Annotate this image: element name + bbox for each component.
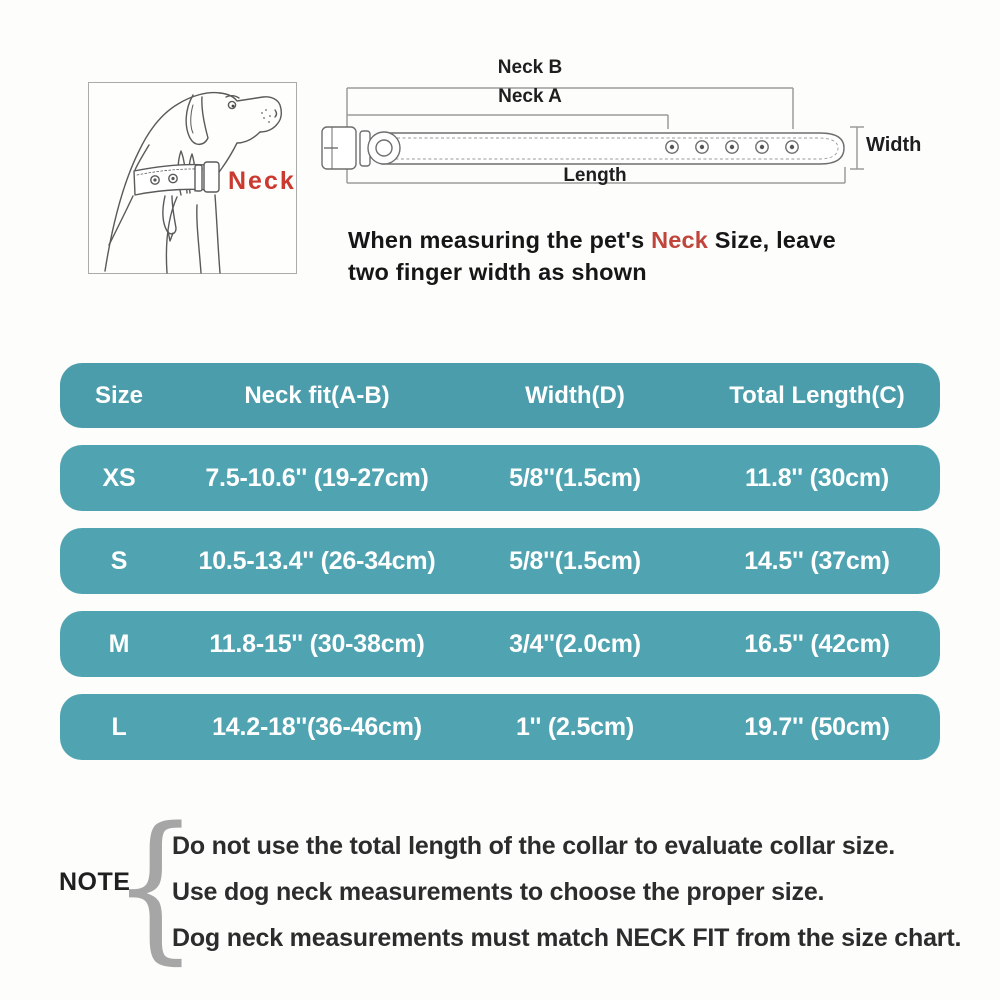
size-chart-table bbox=[60, 363, 940, 760]
size-row-m bbox=[60, 611, 940, 677]
column-header-total-length: Total Length(C) bbox=[729, 381, 905, 409]
column-header-neck-fit: Neck fit(A-B) bbox=[244, 381, 390, 409]
cell-size: M bbox=[108, 629, 130, 658]
instruction-neck-highlight: Neck bbox=[651, 227, 709, 253]
curly-brace-icon: { bbox=[112, 792, 199, 979]
cell-size: XS bbox=[102, 463, 136, 492]
note-section bbox=[172, 832, 992, 970]
cell-total-length: 19.7'' (50cm) bbox=[744, 712, 890, 741]
note-line: Use dog neck measurements to choose the proper size. bbox=[172, 878, 825, 906]
cell-total-length: 16.5'' (42cm) bbox=[744, 629, 890, 658]
neck-a-dimension-label: Neck A bbox=[498, 86, 562, 107]
cell-width: 3/4''(2.0cm) bbox=[509, 629, 641, 658]
cell-size: S bbox=[110, 546, 128, 575]
length-dimension-label: Length bbox=[563, 165, 627, 186]
measuring-instruction bbox=[348, 224, 908, 288]
cell-size: L bbox=[111, 712, 127, 741]
size-row-l bbox=[60, 694, 940, 760]
cell-width: 5/8''(1.5cm) bbox=[509, 463, 641, 492]
cell-total-length: 11.8'' (30cm) bbox=[744, 463, 890, 492]
size-row-xs bbox=[60, 445, 940, 511]
size-chart-header-row bbox=[60, 363, 940, 428]
cell-neck-fit: 14.2-18''(36-46cm) bbox=[212, 712, 422, 741]
cell-neck-fit: 11.8-15'' (30-38cm) bbox=[209, 629, 425, 658]
cell-width: 5/8''(1.5cm) bbox=[509, 546, 641, 575]
column-header-size: Size bbox=[94, 381, 144, 409]
neck-b-dimension-label: Neck B bbox=[497, 57, 563, 78]
instruction-line1-suffix: Size, leave bbox=[708, 227, 836, 253]
dog-illustration-box bbox=[88, 82, 297, 274]
column-header-width: Width(D) bbox=[525, 381, 625, 409]
size-row-s bbox=[60, 528, 940, 594]
dog-neck-label: Neck bbox=[228, 167, 296, 195]
collar-diagram bbox=[320, 55, 940, 215]
cell-neck-fit: 7.5-10.6'' (19-27cm) bbox=[205, 463, 429, 492]
note-label: NOTE bbox=[59, 868, 131, 896]
note-line: Do not use the total length of the collar to evaluate collar size. bbox=[172, 832, 896, 860]
cell-total-length: 14.5'' (37cm) bbox=[744, 546, 890, 575]
cell-width: 1'' (2.5cm) bbox=[515, 712, 635, 741]
note-line: Dog neck measurements must match NECK FIT from the size chart. bbox=[172, 924, 962, 952]
cell-neck-fit: 10.5-13.4'' (26-34cm) bbox=[198, 546, 436, 575]
instruction-line2: two finger width as shown bbox=[348, 259, 647, 285]
collar-measurement-illustration bbox=[320, 55, 940, 215]
instruction-line1-prefix: When measuring the pet's bbox=[348, 227, 652, 253]
width-dimension-label: Width bbox=[866, 134, 922, 156]
